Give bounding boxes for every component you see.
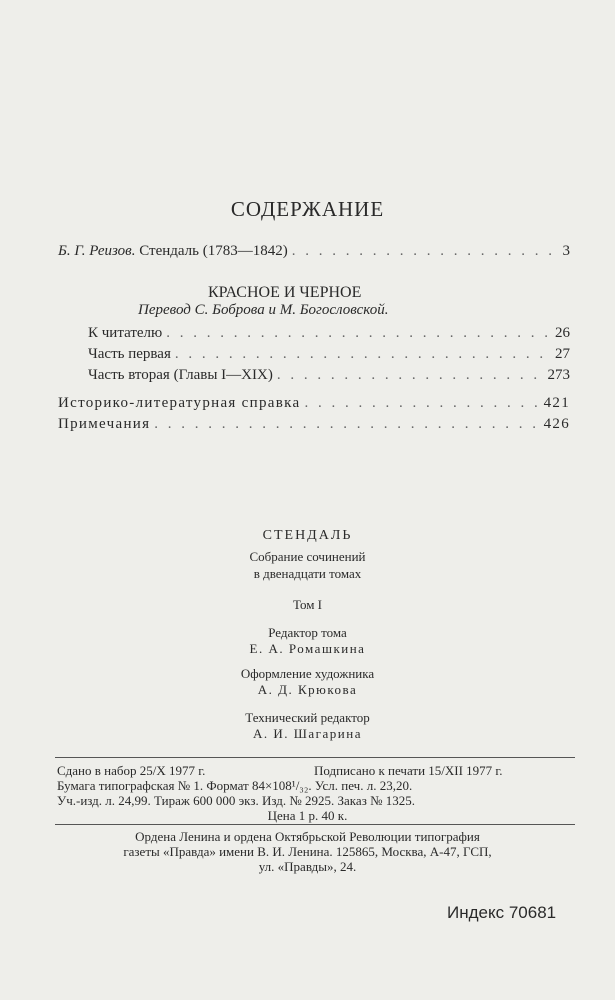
toc-appendix-item — [58, 416, 570, 433]
printer-line1: Ордена Ленина и ордена Октябрьской Революции типография — [135, 829, 480, 844]
toc-entry-page: 3 — [562, 243, 570, 259]
toc-item — [88, 367, 570, 384]
toc-item — [88, 325, 570, 342]
novel-translators: Перевод С. Боброва и М. Богословской. — [138, 302, 389, 318]
toc-item-label: Часть вторая (Главы I—XIX) — [88, 367, 273, 383]
contents-title: СОДЕРЖАНИЕ — [230, 197, 385, 221]
toc-leader — [154, 416, 539, 433]
toc-appendix-item — [58, 395, 570, 412]
colophon-series-line2: в двенадцати томах — [253, 566, 362, 581]
imprint-line3: Уч.-изд. л. 24,99. Тираж 600 000 экз. Изд. № 2925. Заказ № 1325. — [57, 793, 415, 808]
toc-item-label: Примечания — [58, 416, 151, 432]
imprint-line1-right: Подписано к печати 15/XII 1977 г. — [314, 763, 503, 778]
toc-item-page: 273 — [547, 367, 570, 383]
colophon-tech-name: А. И. Шагарина — [253, 726, 362, 741]
colophon-design-name: А. Д. Крюкова — [257, 682, 358, 697]
toc-item-label: Историко-литературная справка — [58, 395, 301, 411]
imprint-line1-left: Сдано в набор 25/X 1977 г. — [57, 763, 206, 778]
divider-rule — [55, 757, 575, 758]
toc-item-page: 26 — [555, 325, 570, 341]
colophon-editor-name: Е. А. Ромашкина — [249, 641, 366, 656]
toc-item — [88, 346, 570, 363]
toc-leader — [166, 325, 551, 342]
colophon-design-role: Оформление художника — [240, 666, 375, 681]
novel-title: КРАСНОЕ И ЧЕРНОЕ — [208, 284, 362, 301]
toc-leader — [292, 243, 559, 260]
toc-item-page: 421 — [543, 395, 570, 411]
toc-item-page: 27 — [555, 346, 570, 362]
index-number: Индекс 70681 — [447, 903, 557, 922]
toc-leader — [304, 395, 539, 412]
colophon-editor-role: Редактор тома — [268, 625, 347, 640]
colophon-author: СТЕНДАЛЬ — [262, 528, 353, 543]
divider-rule — [55, 824, 575, 825]
toc-entry-author: Б. Г. Реизов. — [58, 243, 136, 259]
toc-leader — [175, 346, 551, 363]
colophon-series-line1: Собрание сочинений — [249, 549, 366, 564]
imprint-line2: Бумага типографская № 1. Формат 84×108¹/₃₂. Усл. печ. л. 23,20. — [57, 778, 413, 793]
toc-leader — [277, 367, 544, 384]
colophon-tech-role: Технический редактор — [245, 710, 370, 725]
toc-entry-intro — [58, 243, 570, 260]
toc-item-label: К читателю — [88, 325, 163, 341]
toc-item-label: Часть первая — [88, 346, 171, 362]
colophon-volume: Том I — [292, 597, 323, 612]
toc-item-page: 426 — [543, 416, 570, 432]
printer-line2: газеты «Правда» имени В. И. Ленина. 125865, Москва, А-47, ГСП, — [123, 844, 492, 859]
toc-entry-label — [58, 243, 288, 260]
toc-entry-title: Стендаль (1783—1842) — [139, 243, 288, 259]
imprint-line4: Цена 1 р. 40 к. — [267, 808, 348, 823]
printer-line3: ул. «Правды», 24. — [258, 859, 357, 874]
